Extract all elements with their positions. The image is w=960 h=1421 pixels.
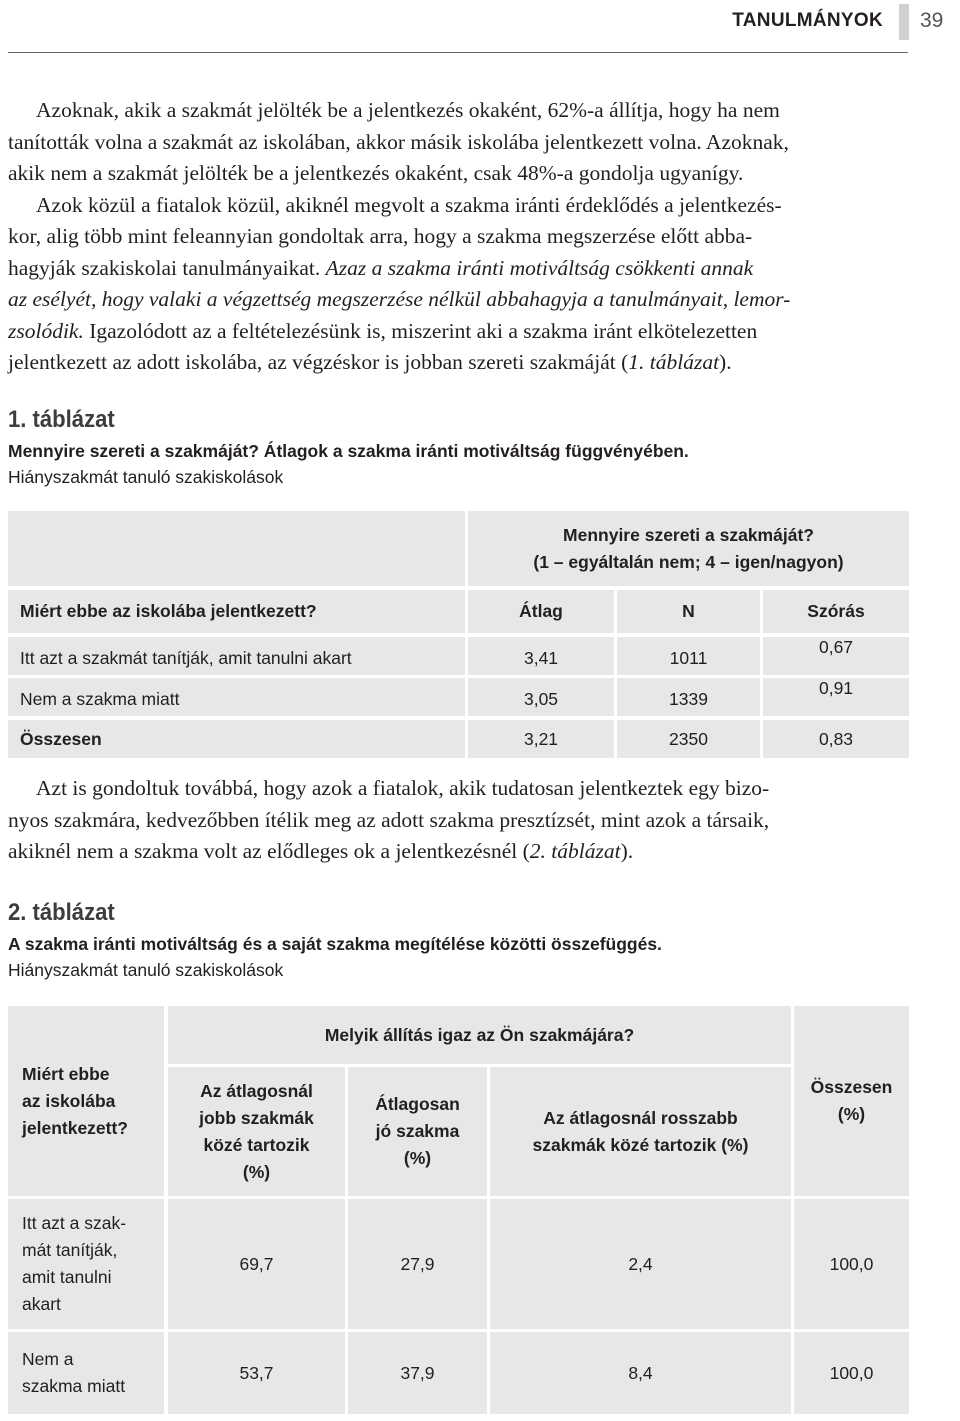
table-2-cell: 37,9: [348, 1332, 487, 1414]
table-2-cell: 8,4: [490, 1332, 791, 1414]
section-title: TANULMÁNYOK: [732, 10, 883, 31]
table-1-cell: 0,83: [763, 720, 909, 758]
header-line: jobb szakmák: [199, 1107, 314, 1128]
table-2-caption: A szakma iránti motiváltság és a saját szakma megítélése közötti összefüggés.: [8, 934, 662, 954]
table-2-col-worse: [490, 1067, 791, 1196]
table-2-cell: 27,9: [348, 1199, 487, 1329]
text-run: jelentkezett az adott iskolába, az végzéskor is jobban szereti szakmáját (: [8, 350, 629, 374]
table-2-col-total: [794, 1006, 909, 1196]
table-1-cell: 1011: [617, 637, 760, 675]
table-1-number: 1. táblázat: [8, 406, 115, 433]
table-1-col-atlag: Átlag: [468, 590, 614, 633]
label-line: akart: [22, 1294, 61, 1314]
paragraph-1: [8, 95, 910, 379]
table-2-group-header: Melyik állítás igaz az Ön szakmájára?: [168, 1006, 791, 1064]
table-1-col-szoras: Szórás: [763, 590, 909, 633]
text-line: akik nem a szakmát jelölték be a jelentkezés okaként, csak 48%-a gondolja ugyanígy.: [8, 161, 744, 185]
text-line: Azt is gondoltuk továbbá, hogy azok a fiatalok, akik tudatosan jelentkeztek egy bizo-: [36, 776, 770, 800]
header-divider-bar: [899, 4, 909, 40]
table-1-caption: Mennyire szereti a szakmáját? Átlagok a szakma iránti motiváltság függvényében.: [8, 441, 689, 461]
table-1-cell: 3,05: [468, 678, 614, 716]
table-1-col-question: Miért ebbe az iskolába jelentkezett?: [8, 590, 465, 633]
table-1-cell: 1339: [617, 678, 760, 716]
header-line: Az átlagosnál rosszabb: [543, 1107, 738, 1128]
header-line: (1 – egyáltalán nem; 4 – igen/nagyon): [533, 551, 844, 572]
table-2-row-label: [8, 1332, 164, 1414]
table-1-col-n: N: [617, 590, 760, 633]
table-1-cell: 2350: [617, 720, 760, 758]
table-reference: 2. táblázat: [529, 839, 621, 863]
text-run: akiknél nem a szakma volt az elődleges ok a jelentkezésnél (: [8, 839, 530, 863]
label-line: mát tanítják,: [22, 1240, 118, 1260]
header-line: Átlagosan: [375, 1094, 460, 1114]
header-line: az iskolába: [22, 1090, 116, 1111]
label-line: Itt azt a szak-: [22, 1213, 127, 1233]
table-2-cell: 2,4: [490, 1199, 791, 1329]
header-line: (%): [403, 1148, 432, 1168]
text-line: kor, alig több mint feleannyian gondoltak arra, hogy a szakma megszerzése előtt abba-: [8, 224, 753, 248]
table-reference: 1. táblázat: [628, 350, 720, 374]
italic-text: az esélyét, hogy valaki a végzettség megszerzése nélkül abbahagyja a tanulmányait, lemor-: [8, 287, 791, 311]
table-2-subcaption: Hiányszakmát tanuló szakiskolások: [8, 960, 284, 980]
table-2-cell: 100,0: [794, 1199, 909, 1329]
table-1-row-label: Itt azt a szakmát tanítják, amit tanulni akart: [8, 637, 465, 675]
text-line: [8, 284, 910, 316]
header-line: Mennyire szereti a szakmáját?: [563, 524, 814, 545]
table-2-row-header: [8, 1006, 164, 1196]
italic-text: zsolódik.: [8, 318, 84, 343]
text-run: hagyják szakiskolai tanulmányaikat.: [8, 255, 321, 280]
header-rule: [8, 52, 908, 53]
table-1-total-label: Összesen: [8, 720, 465, 758]
table-1-subcaption: Hiányszakmát tanuló szakiskolások: [8, 467, 284, 487]
table-2-row-label: [8, 1199, 164, 1329]
table-2-col-better: [168, 1067, 345, 1196]
table-2-number: 2. táblázat: [8, 899, 115, 926]
table-1-empty-corner: [8, 511, 465, 586]
label-line: szakma miatt: [22, 1376, 126, 1396]
text-line: [8, 836, 910, 868]
table-1-cell: 3,41: [468, 637, 614, 675]
text-run: Igazolódott az a feltételezésünk is, miszerint aki a szakma iránt elkötelezetten: [89, 318, 758, 343]
paragraph-2: [8, 773, 910, 868]
text-run: ).: [719, 350, 732, 374]
header-line: Összesen: [810, 1077, 893, 1097]
header-line: jelentkezett?: [22, 1117, 128, 1138]
table-1-cell: 0,67: [763, 637, 909, 675]
text-line: [8, 347, 910, 379]
text-line: Azoknak, akik a szakmát jelölték be a jelentkezés okaként, 62%-a állítja, hogy ha nem: [36, 98, 780, 122]
text-line: [8, 316, 910, 348]
text-run: ).: [620, 839, 634, 863]
table-2-cell: 53,7: [168, 1332, 345, 1414]
header-line: (%): [837, 1104, 866, 1124]
header-line: Az átlagosnál: [200, 1080, 313, 1101]
header-line: szakmák közé tartozik (%): [532, 1134, 749, 1155]
table-1-cell: 0,91: [763, 678, 909, 716]
label-line: Nem a: [22, 1349, 74, 1369]
table-1-group-header: [468, 511, 909, 586]
label-line: amit tanulni: [22, 1267, 112, 1287]
table-1-cell: 3,21: [468, 720, 614, 758]
table-1-row-label: Nem a szakma miatt: [8, 678, 465, 716]
text-line: tanították volna a szakmát az iskolában, akkor másik iskolába jelentkezett volna. Azoknak,: [8, 129, 789, 154]
table-2-cell: 100,0: [794, 1332, 909, 1414]
text-line: Azok közül a fiatalok közül, akiknél megvolt a szakma iránti érdeklődés a jelentkezés-: [36, 192, 782, 217]
page-number: 39: [920, 9, 944, 32]
header-line: jó szakma: [375, 1121, 460, 1141]
table-2-col-average: [348, 1067, 487, 1196]
italic-text: Azaz a szakma iránti motiváltság csökkenti annak: [325, 255, 754, 280]
header-line: Miért ebbe: [22, 1063, 110, 1084]
table-2-cell: 69,7: [168, 1199, 345, 1329]
text-line: [8, 253, 910, 285]
header-line: közé tartozik: [203, 1134, 310, 1155]
text-line: nyos szakmára, kedvezőbben ítélik meg az adott szakma presztízsét, mint azok a társaik,: [8, 807, 770, 832]
header-line: (%): [242, 1161, 271, 1182]
